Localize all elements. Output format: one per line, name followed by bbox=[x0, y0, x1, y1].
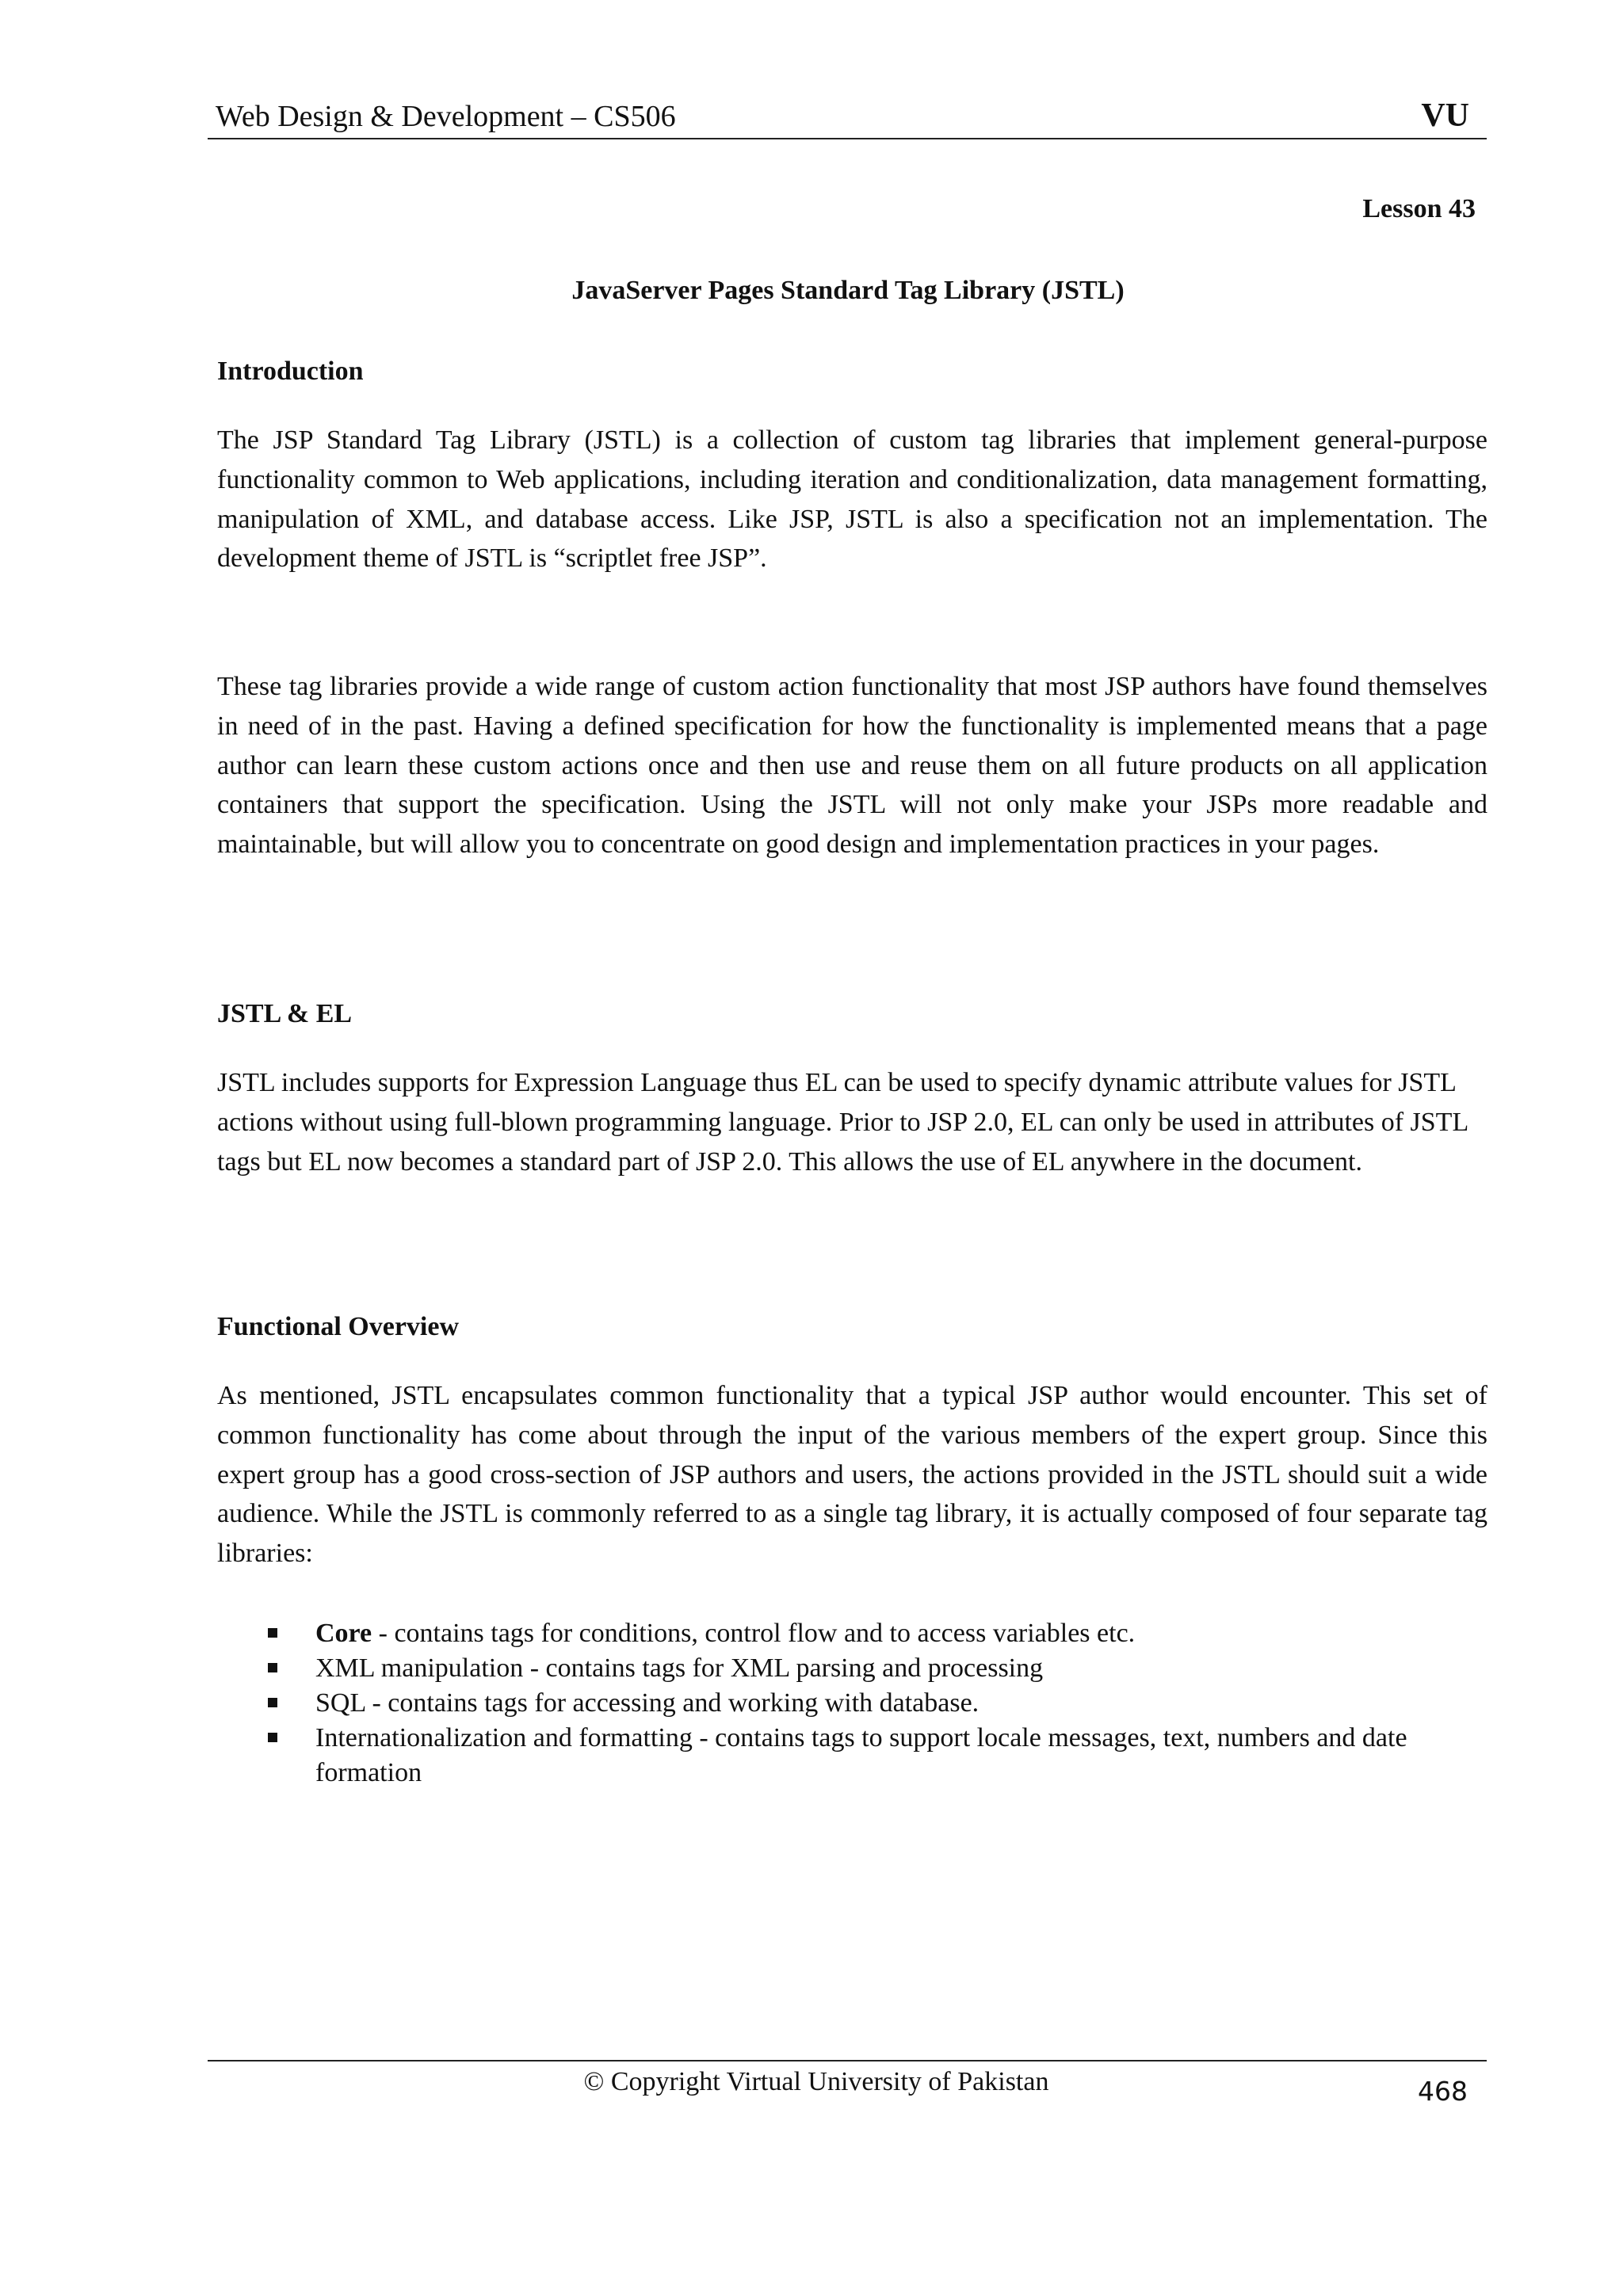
list-item bbox=[265, 1651, 1487, 1686]
bullet-bold-text: Core bbox=[315, 1619, 372, 1648]
square-bullet-icon bbox=[268, 1733, 277, 1742]
list-item bbox=[265, 1686, 1487, 1721]
bullet-text: - contains tags for conditions, control flow and to access variables etc. bbox=[372, 1619, 1136, 1648]
jstl-el-paragraph: JSTL includes supports for Expression Language thus EL can be used to specify dynamic attribute values for JSTL actions without using full-blown programming language. Prior to JSP 2.0, EL can only be used in attributes of JSTL tags but EL now becomes a standard part of JSP 2.0. This allows the use of EL anywhere in the document. bbox=[217, 1068, 1468, 1177]
footer-divider bbox=[208, 2060, 1487, 2061]
page-header bbox=[208, 97, 1487, 139]
square-bullet-icon bbox=[268, 1698, 277, 1707]
copyright-notice: © Copyright Virtual University of Pakistan bbox=[583, 2067, 1049, 2096]
tag-library-list bbox=[265, 1616, 1487, 1791]
bullet-text: SQL - contains tags for accessing and working with database. bbox=[315, 1688, 980, 1718]
list-item bbox=[265, 1721, 1487, 1791]
bullet-text: Internationalization and formatting - contains tags to support locale messages, text, numbers and date formation bbox=[315, 1723, 1407, 1787]
university-badge: VU bbox=[1421, 97, 1469, 134]
jstl-el-heading: JSTL & EL bbox=[217, 999, 353, 1028]
bullet-text: XML manipulation - contains tags for XML parsing and processing bbox=[315, 1653, 1044, 1683]
functional-overview-heading: Functional Overview bbox=[217, 1312, 460, 1341]
introduction-heading: Introduction bbox=[217, 357, 364, 386]
introduction-paragraph-2: These tag libraries provide a wide range of custom action functionality that most JSP authors have found themselves in need of in the past. Having a defined specification for how the functionality is implemented means that a page author can learn these custom actions once and then use and reuse them on all future products on all application containers that support the specification. Using the JSTL will not only make your JSPs more readable and maintainable, but will allow you to concentrate on good design and implementation practices in your pages. bbox=[217, 672, 1487, 860]
introduction-paragraph-1: The JSP Standard Tag Library (JSTL) is a collection of custom tag libraries that implement general-purpose functionality common to Web applications, including iteration and conditionalization, data management formatting, manipulation of XML, and database access. Like JSP, JSTL is also a specification not an implementation. The development theme of JSTL is “scriptlet free JSP”. bbox=[217, 425, 1487, 574]
functional-overview-paragraph: As mentioned, JSTL encapsulates common functionality that a typical JSP author would encounter. This set of common functionality has come about through the input of the various members of the expert group. Since this expert group has a good cross-section of JSP authors and users, the actions provided in the JSTL should suit a wide audience. While the JSTL is commonly referred to as a single tag library, it is actually composed of four separate tag libraries: bbox=[217, 1381, 1487, 1569]
square-bullet-icon bbox=[268, 1663, 277, 1672]
page-number: 468 bbox=[1418, 2076, 1468, 2107]
lesson-number: Lesson 43 bbox=[1362, 194, 1476, 223]
list-item bbox=[265, 1616, 1487, 1651]
square-bullet-icon bbox=[268, 1628, 277, 1638]
course-title: Web Design & Development – CS506 bbox=[216, 100, 676, 133]
document-title: JavaServer Pages Standard Tag Library (JSTL) bbox=[571, 276, 1125, 305]
